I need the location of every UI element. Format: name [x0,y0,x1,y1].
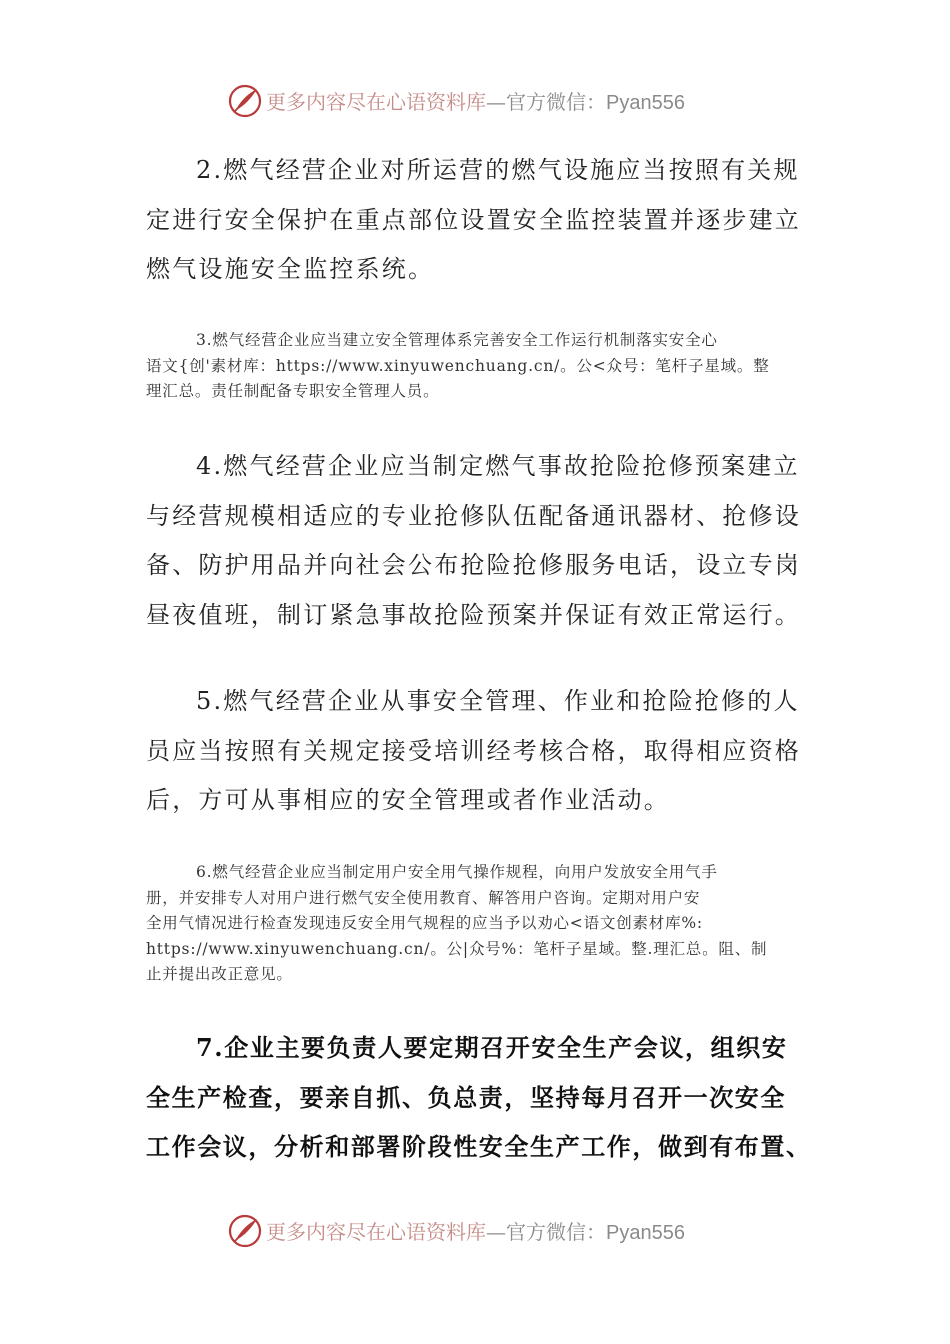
banner-official-text: 官方微信： [506,90,606,114]
paragraph-line: 7.企业主要负责人要定期召开安全生产会议，组织安 [196,1033,788,1062]
paragraph-line: https://www.xinyuwenchuang.cn/。公|众号%：笔杆子星域。整.理汇总。阻、制 [146,939,768,958]
paragraph-line: 备、防护用品并向社会公布抢险抢修服务电话，设立专岗 [146,551,801,580]
header-banner [0,82,950,122]
paragraph-line: 定进行安全保护在重点部位设置安全监控装置并逐步建立 [146,205,801,234]
paragraph-2 [146,146,806,295]
paragraph-line: 4.燃气经营企业应当制定燃气事故抢险抢修预案建立 [196,452,800,480]
banner-official-text: 官方微信： [506,1220,606,1244]
banner-text [266,1218,685,1247]
paragraph-line: 工作会议，分析和部署阶段性安全生产工作，做到有布置、 [146,1132,812,1162]
banner-wechat-id: Pyan556 [606,1222,685,1244]
paragraph-line: 5.燃气经营企业从事安全管理、作业和抢险抢修的人 [196,687,800,715]
paragraph-5 [146,677,806,826]
banner-text [266,88,685,117]
paragraph-line: 语文{创'素材库：https://www.xinyuwenchuang.cn/。公<众号：笔杆子星域。整 [146,356,770,375]
paragraph-line: 全用气情况进行检查发现违反安全用气规程的应当予以劝心<语文创素材库%: [146,914,703,932]
paragraph-4 [146,442,806,641]
quill-logo-icon [228,84,262,118]
paragraph-line: 后，方可从事相应的安全管理或者作业活动。 [146,786,670,815]
banner-wechat-id: Pyan556 [606,92,685,114]
paragraph-7 [146,1023,812,1172]
paragraph-3 [146,328,806,405]
banner-brand-text: 更多内容尽在心语资料库 [266,90,486,114]
paragraph-line: 3.燃气经营企业应当建立安全管理体系完善安全工作运行机制落实安全心 [196,331,718,349]
paragraph-line: 昼夜值班，制订紧急事故抢险预案并保证有效正常运行。 [146,601,801,630]
paragraph-line: 理汇总。责任制配备专职安全管理人员。 [146,382,440,400]
paragraph-6 [146,860,806,988]
paragraph-line: 册，并安排专人对用户进行燃气安全使用教育、解答用户咨询。定期对用户安 [146,888,701,907]
paragraph-line: 员应当按照有关规定接受培训经考核合格，取得相应资格 [146,736,801,765]
banner-dash: — [486,1220,506,1244]
quill-logo-icon [228,1214,262,1248]
footer-banner [0,1212,950,1252]
paragraph-line: 全生产检查，要亲自抓、负总责，坚持每月召开一次安全 [146,1082,786,1112]
paragraph-line: 与经营规模相适应的专业抢修队伍配备通讯器材、抢修设 [146,501,801,530]
banner-brand-text: 更多内容尽在心语资料库 [266,1220,486,1244]
paragraph-line: 止并提出改正意见。 [146,965,293,983]
banner-dash: — [486,90,506,114]
paragraph-line: 燃气设施安全监控系统。 [146,255,435,284]
paragraph-line: 2.燃气经营企业对所运营的燃气设施应当按照有关规 [196,156,800,184]
paragraph-line: 6.燃气经营企业应当制定用户安全用气操作规程，向用户发放安全用气手 [196,863,718,881]
